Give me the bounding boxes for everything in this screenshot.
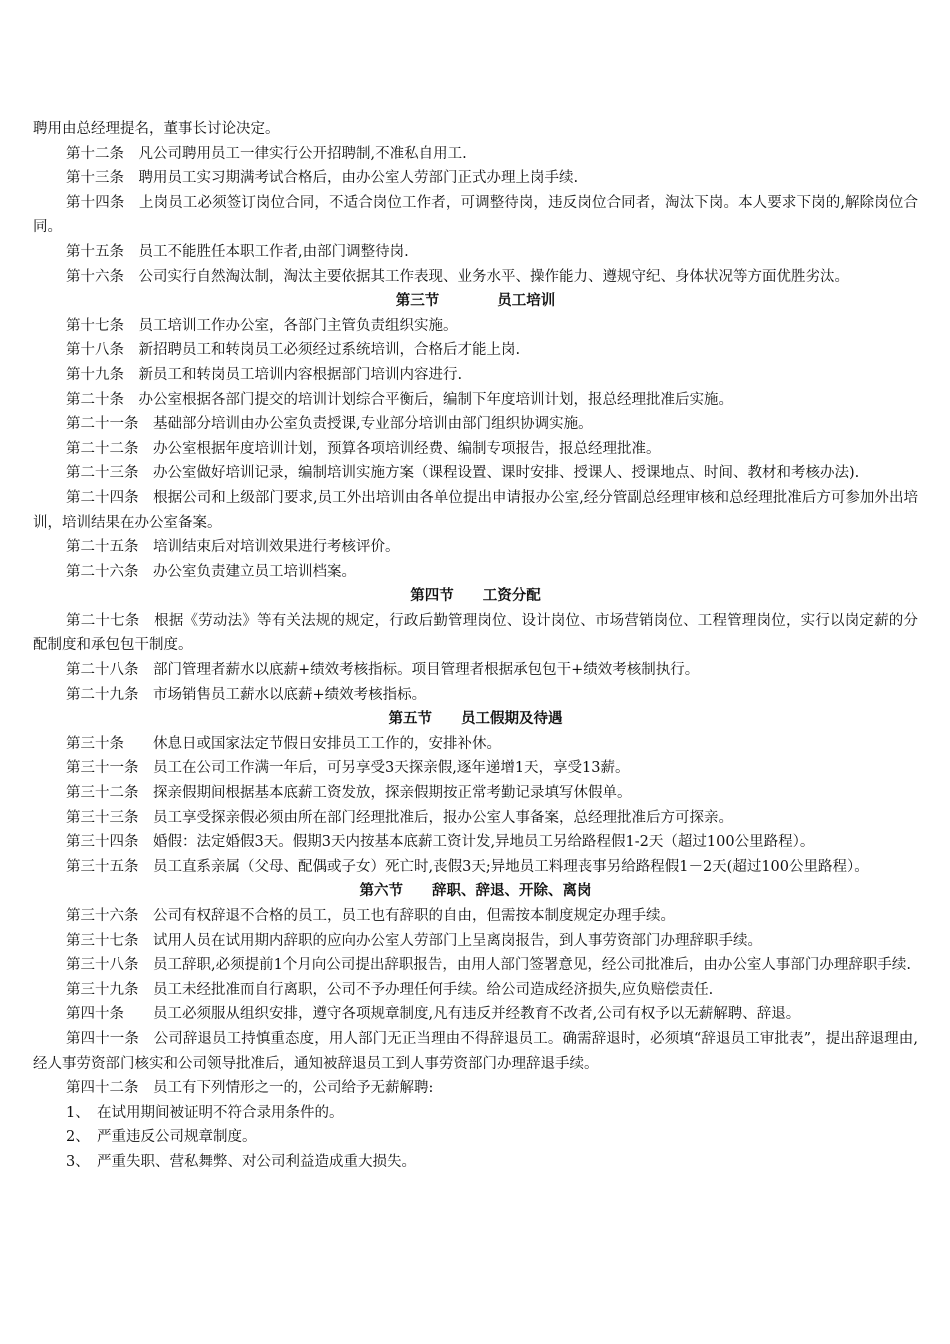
article-28: 第二十八条 部门管理者薪水以底薪+绩效考核指标。项目管理者根据承包包干+绩效考核制执行。 (66, 662, 700, 679)
article-42: 第四十二条 员工有下列情形之一的，公司给予无薪解聘: (66, 1080, 434, 1097)
section-6-heading: 第六节 辞职、辞退、开除、离岗 (359, 882, 592, 900)
article-36: 第三十六条 公司有权辞退不合格的员工，员工也有辞职的自由，但需按本制度规定办理手续。 (66, 908, 675, 924)
article-14: 第十四条 上岗员工必须签订岗位合同，不适合岗位工作者，可调整待岗，违反岗位合同者，淘汰下岗。本人要求下岗的,解除岗位合同。 (33, 194, 918, 236)
article-17: 第十七条 员工培训工作办公室，各部门主管负责组织实施。 (66, 317, 458, 334)
article-26: 第二十六条 办公室负责建立员工培训档案。 (66, 563, 356, 580)
article-34: 第三十四条 婚假：法定婚假3天。假期3天内按基本底薪工资计发,异地员工另给路程假1-2天（超过100公里路程）。 (66, 834, 815, 851)
section-4-heading: 第四节 工资分配 (410, 587, 541, 605)
article-29: 第二十九条 市场销售员工薪水以底薪+绩效考核指标。 (66, 686, 427, 703)
article-27: 第二十七条 根据《劳动法》等有关法规的规定，行政后勤管理岗位、设计岗位、市场营销岗位、工程管理岗位，实行以岗定薪的分配制度和承包包干制度。 (33, 612, 918, 654)
section-5-heading: 第五节 员工假期及待遇 (388, 710, 563, 728)
article-41: 第四十一条 公司辞退员工持慎重态度，用人部门无正当理由不得辞退员工。确需辞退时，必须填“辞退员工审批表”，提出辞退理由,经人事劳资部门核实和公司领导批准后，通知被辞退员工到人事劳资部门办理辞退手续。 (33, 1030, 918, 1072)
article-19: 第十九条 新员工和转岗员工培训内容根据部门培训内容进行. (66, 366, 463, 383)
article-24: 第二十四条 根据公司和上级部门要求,员工外出培训由各单位提出申请报办公室,经分管副总经理审核和总经理批准后方可参加外出培训，培训结果在办公室备案。 (33, 489, 918, 531)
document-body (33, 117, 918, 1175)
article-39: 第三十九条 员工未经批准而自行离职，公司不予办理任何手续。给公司造成经济损失,应负赔偿责任. (66, 981, 714, 998)
section-3-heading: 第三节 员工培训 (395, 292, 556, 310)
article-37: 第三十七条 试用人员在试用期内辞职的应向办公室人劳部门上呈离岗报告，到人事劳资部门办理辞职手续。 (66, 932, 762, 949)
article-22: 第二十二条 办公室根据年度培训计划，预算各项培训经费、编制专项报告，报总经理批准。 (66, 440, 661, 457)
article-18: 第十八条 新招聘员工和转岗员工必须经过系统培训，合格后才能上岗. (66, 342, 521, 359)
list-item-1: 1、 在试用期间被证明不符合录用条件的。 (66, 1104, 344, 1121)
article-30: 第三十条 休息日或国家法定节假日安排员工工作的，安排补休。 (66, 735, 501, 752)
article-16: 第十六条 公司实行自然淘汰制，淘汰主要依据其工作表现、业务水平、操作能力、遵规守纪、身体状况等方面优胜劣汰。 (66, 268, 849, 285)
article-38: 第三十八条 员工辞职,必须提前1个月向公司提出辞职报告，由用人部门签署意见，经公司批准后，由办公室人事部门办理辞职手续. (66, 957, 911, 974)
article-23: 第二十三条 办公室做好培训记录，编制培训实施方案（课程设置、课时安排、授课人、授课地点、时间、教材和考核办法). (66, 465, 860, 482)
article-31: 第三十一条 员工在公司工作满一年后，可另享受3天探亲假,逐年递增1天，享受13薪。 (66, 760, 630, 777)
article-40: 第四十条 员工必须服从组织安排，遵守各项规章制度,凡有违反并经教育不改者,公司有权予以无薪解聘、辞退。 (66, 1006, 801, 1023)
list-item-2: 2、 严重违反公司规章制度。 (66, 1129, 257, 1146)
list-item-3: 3、 严重失职、营私舞弊、对公司利益造成重大损失。 (66, 1153, 416, 1170)
continuation-line: 聘用由总经理提名，董事长讨论决定。 (33, 121, 280, 137)
article-21: 第二十一条 基础部分培训由办公室负责授课,专业部分培训由部门组织协调实施。 (66, 416, 593, 433)
article-20: 第二十条 办公室根据各部门提交的培训计划综合平衡后，编制下年度培训计划，报总经理批准后实施。 (66, 391, 733, 408)
article-32: 第三十二条 探亲假期间根据基本底薪工资发放，探亲假期按正常考勤记录填写休假单。 (66, 785, 632, 802)
article-15: 第十五条 员工不能胜任本职工作者,由部门调整待岗. (66, 243, 409, 260)
article-12: 第十二条 凡公司聘用员工一律实行公开招聘制,不准私自用工. (66, 145, 467, 162)
article-13: 第十三条 聘用员工实习期满考试合格后，由办公室人劳部门正式办理上岗手续. (66, 170, 579, 187)
article-35: 第三十五条 员工直系亲属（父母、配偶或子女）死亡时,丧假3天;异地员工料理丧事另给路程假1－2天(超过100公里路程）。 (66, 858, 869, 875)
article-25: 第二十五条 培训结束后对培训效果进行考核评价。 (66, 539, 400, 556)
article-33: 第三十三条 员工享受探亲假必须由所在部门经理批准后，报办公室人事备案，总经理批准后方可探亲。 (66, 809, 733, 826)
